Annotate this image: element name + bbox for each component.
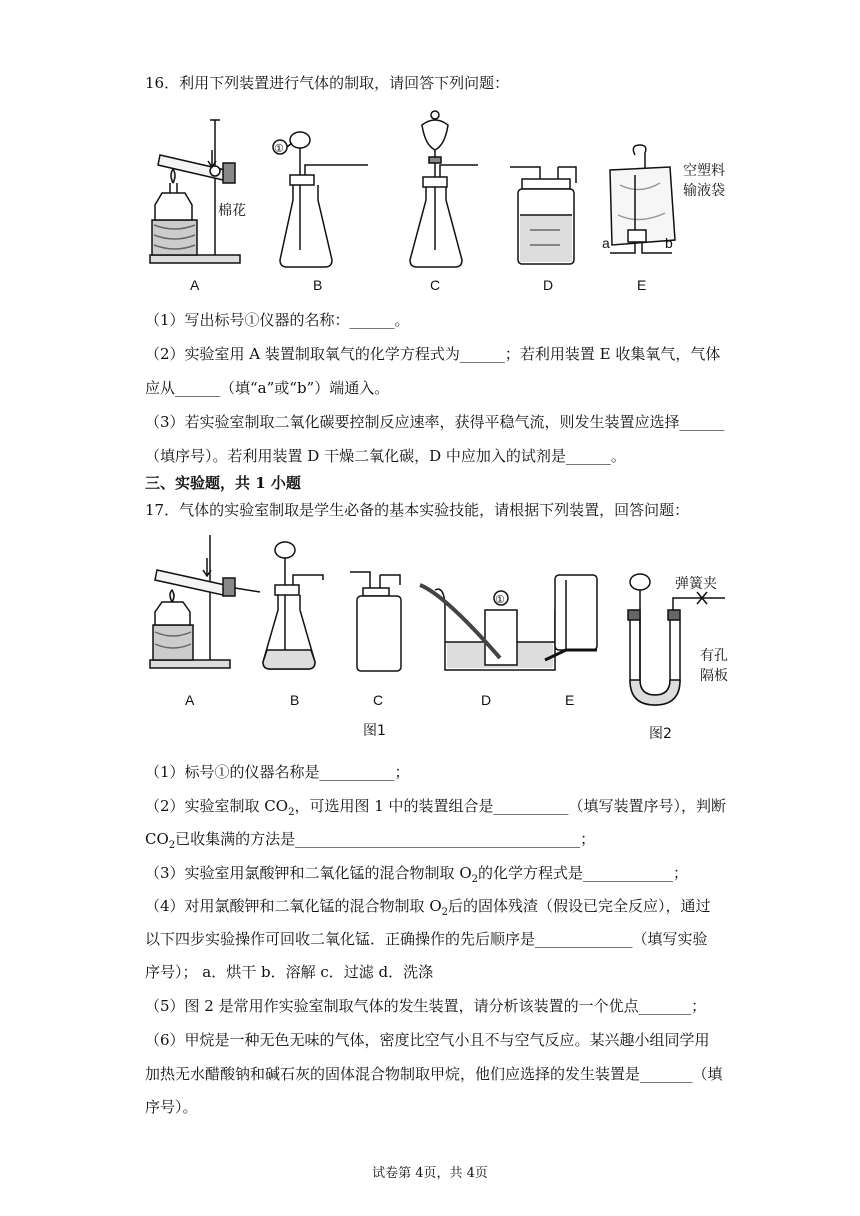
q16-bag-label-1: 空塑料 [683, 163, 725, 179]
q16-port-a: a [602, 235, 610, 251]
q17-fig-label-a: A [185, 692, 195, 708]
q16-cotton-label: 棉花 [218, 203, 246, 219]
q17-part-2b [145, 829, 595, 856]
q17-plate-label-1: 有孔 [700, 648, 728, 664]
q17-fig-label-c: C [373, 692, 384, 708]
q17-part-2b-sub: 2 [168, 840, 176, 851]
q16-apparatus-b [273, 132, 368, 267]
q17-apparatus-a [150, 535, 260, 668]
q16-apparatus-a [150, 120, 240, 263]
q17-part-3-pre: （3）实验室用氯酸钾和二氧化锰的混合物制取 O [145, 864, 472, 882]
q17-title: 17．气体的实验室制取是学生必备的基本实验技能，请根据下列装置，回答问题： [145, 501, 690, 519]
q17-part-4c: 序号）； a．烘干 b．溶解 c．过滤 d．洗涤 [145, 963, 434, 981]
q16-part-3b: （填序号）。若利用装置 D 干燥二氧化碳，D 中应加入的试剂是______。 [145, 447, 626, 465]
q16-part-3a: （3）若实验室制取二氧化碳要控制反应速率，获得平稳气流，则发生装置应选择______ [145, 413, 725, 431]
q17-apparatus-figure [145, 530, 745, 745]
q17-fig-label-d: D [481, 692, 492, 708]
q16-mark-1: ① [274, 143, 284, 155]
q17-part-6a: （6）甲烷是一种无色无味的气体，密度比空气小且不与空气反应。某兴趣小组同学用 [145, 1031, 710, 1049]
q17-part-4a-sub: 2 [441, 907, 448, 918]
q16-apparatus-figure [140, 105, 760, 295]
q17-part-3-sub: 2 [471, 874, 478, 885]
q17-part-2b-pre: CO [145, 830, 169, 848]
q17-fig-label-e: E [565, 692, 575, 708]
page-footer: 试卷第 4页，共 4页 [372, 1166, 488, 1181]
q17-fig1-caption: 图1 [363, 723, 386, 739]
q16-title: 16．利用下列装置进行气体的制取，请回答下列问题： [145, 74, 510, 92]
q16-apparatus-d [510, 167, 576, 264]
q17-part-6c: 序号）。 [145, 1098, 198, 1116]
q16-apparatus-c [410, 111, 478, 267]
q17-fig2-caption: 图2 [649, 726, 672, 742]
q16-part-2b: 应从______（填“a”或“b”）端通入。 [145, 379, 390, 397]
q16-part-1: （1）写出标号①仪器的名称：______。 [145, 311, 410, 329]
q17-apparatus-fig2 [628, 574, 725, 705]
q17-fig-label-b: B [290, 692, 300, 708]
q17-part-4a [145, 896, 711, 923]
q17-part-4b: 以下四步实验操作可回收二氧化锰．正确操作的先后顺序是_____________（填写实验 [145, 930, 708, 948]
q16-fig-label-c: C [430, 277, 441, 293]
q17-part-2a-post: ，可选用图 1 中的装置组合是__________（填写装置序号），判断 [294, 797, 727, 815]
q17-clip-label: 弹簧夹 [675, 576, 717, 592]
q17-plate-label-2: 隔板 [700, 668, 728, 684]
q16-port-b: b [665, 235, 673, 251]
q17-part-5: （5）图 2 是常用作实验室制取气体的发生装置，请分析该装置的一个优点_______； [145, 997, 707, 1015]
q17-part-6b: 加热无水醋酸钠和碱石灰的固体混合物制取甲烷，他们应选择的发生装置是_______（填 [145, 1065, 723, 1083]
q17-part-2a [145, 796, 726, 823]
q17-part-4a-pre: （4）对用氯酸钾和二氧化锰的混合物制取 O [145, 897, 442, 915]
q17-part-4a-post: 后的固体残渣（假设已完全反应），通过 [448, 897, 711, 915]
q16-bag-label-2: 输液袋 [683, 183, 725, 199]
q16-fig-label-d: D [543, 277, 554, 293]
q17-mark-1: ① [495, 594, 505, 606]
q17-apparatus-d [420, 585, 555, 670]
q16-fig-label-a: A [190, 277, 200, 293]
q17-apparatus-c [350, 572, 401, 671]
q16-fig-label-b: B [313, 277, 323, 293]
q17-apparatus-b [263, 542, 323, 669]
q17-part-2a-sub: 2 [288, 807, 295, 818]
q17-part-1: （1）标号①的仪器名称是__________； [145, 763, 410, 781]
section-heading: 三、实验题，共 1 小题 [145, 474, 301, 492]
q17-part-3 [145, 863, 688, 890]
q17-part-2a-pre: （2）实验室制取 CO [145, 797, 289, 815]
q16-fig-label-e: E [637, 277, 647, 293]
q17-part-3-post: 的化学方程式是____________； [478, 864, 689, 882]
q16-part-2a: （2）实验室用 A 装置制取氧气的化学方程式为______；若利用装置 E 收集氧气，气体 [145, 345, 721, 363]
q17-part-2b-post: 已收集满的方法是______________________________________； [175, 830, 596, 848]
